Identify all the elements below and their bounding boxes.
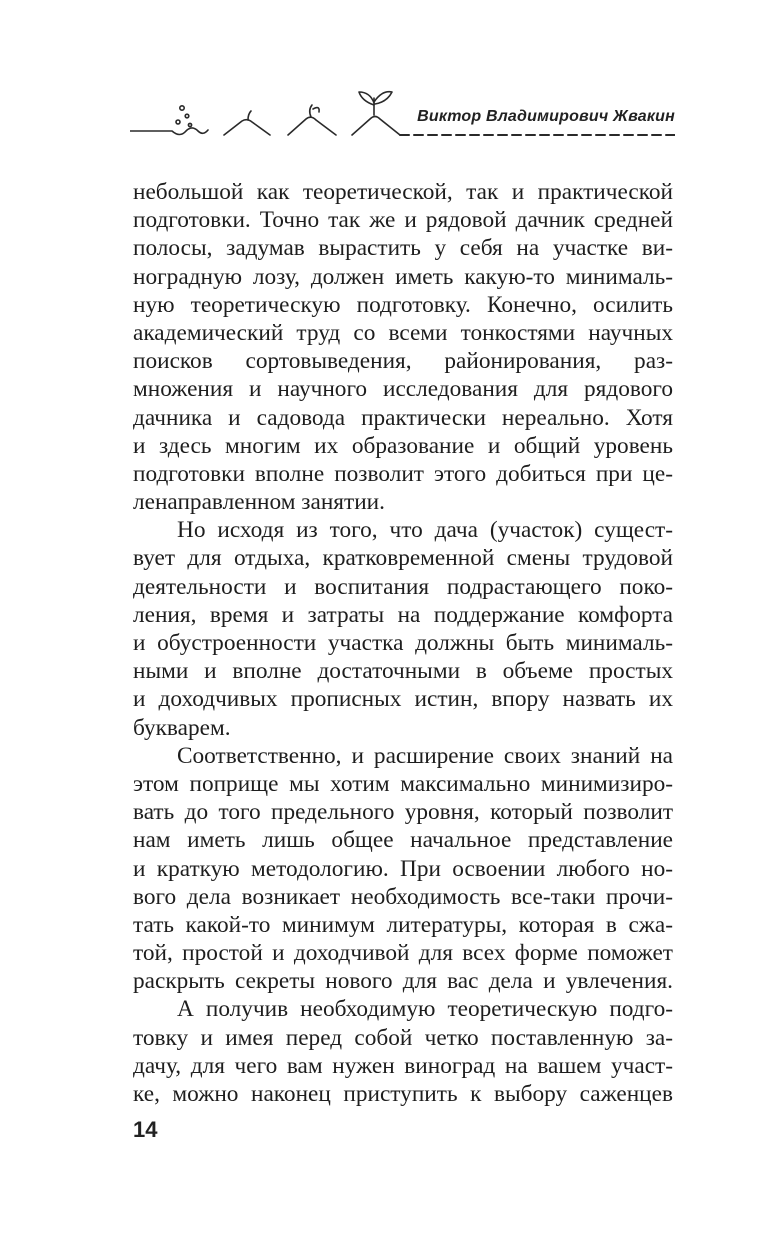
- text-line: и краткую методологию. При освоении любого но-: [133, 855, 673, 882]
- text-line: нам иметь лишь общее начальное представление: [133, 827, 673, 854]
- text-line: А получив необходимую теоретическую подго-: [177, 996, 673, 1023]
- text-line: ную теоретическую подготовку. Конечно, осилить: [133, 291, 673, 318]
- text-line: подготовки вполне позволит этого добиться при це-: [133, 460, 673, 487]
- paragraph: [133, 995, 673, 1108]
- text-line: и доходчивых прописных истин, впору назвать их: [133, 686, 673, 713]
- text-line: множения и научного исследования для рядового: [133, 376, 673, 403]
- text-line: вать до того предельного уровня, который позволит: [133, 799, 673, 826]
- running-header-author: Виктор Владимирович Жвакин: [417, 108, 675, 125]
- text-line: товку и имея перед собой четко поставленную за-: [133, 1024, 673, 1051]
- page-number: 14: [133, 1117, 158, 1142]
- text-line: тать какой-то минимум литературы, которая в сжа-: [133, 911, 673, 938]
- text-line: и здесь многим их образование и общий уровень: [133, 432, 673, 459]
- text-line: небольшой как теоретической, так и практической: [133, 179, 673, 205]
- text-line: деятельности и воспитания подрастающего поко-: [133, 573, 673, 600]
- text-line: раскрыть секреты нового для вас дела и увлечения.: [133, 968, 673, 995]
- text-line: ноградную лозу, должен иметь какую-то минималь-: [133, 263, 673, 290]
- text-line: дачу, для чего вам нужен виноград на вашем участ-: [133, 1052, 673, 1079]
- text-line: букварем.: [133, 714, 231, 741]
- text-line: подготовки. Точно так же и рядовой дачник средней: [133, 207, 673, 234]
- text-line: академический труд со всеми тонкостями научных: [133, 319, 673, 346]
- text-line: вует для отдыха, кратковременной смены трудовой: [133, 545, 673, 572]
- text-line: ке, можно наконец приступить к выбору саженцев: [133, 1081, 673, 1107]
- text-line: Соответственно, и расширение своих знаний на: [177, 742, 673, 769]
- text-line: ления, время и затраты на поддержание комфорта: [133, 601, 673, 628]
- paragraph: [133, 516, 673, 742]
- text-line: той, простой и доходчивой для всех форме поможет: [133, 940, 673, 967]
- text-line: ными и вполне достаточными в объеме простых: [133, 658, 673, 685]
- running-header: [130, 78, 675, 148]
- text-line: вого дела возникает необходимость все-таки прочи-: [133, 883, 673, 910]
- text-line: полосы, задумав вырастить у себя на участке ви-: [133, 235, 673, 262]
- text-line: и обустроенности участка должны быть минималь-: [133, 630, 673, 656]
- paragraph: [133, 742, 673, 996]
- paragraph: [133, 178, 673, 516]
- text-line: ленаправленном занятии.: [133, 489, 385, 516]
- text-line: Но исходя из того, что дача (участок) сущест-: [177, 517, 673, 544]
- text-line: этом поприще мы хотим максимально минимизиро-: [133, 770, 673, 797]
- text-line: поисков сортовыведения, районирования, раз-: [133, 348, 673, 375]
- body-text: [133, 178, 673, 1108]
- text-line: дачника и садовода практически нереально. Хотя: [133, 404, 673, 431]
